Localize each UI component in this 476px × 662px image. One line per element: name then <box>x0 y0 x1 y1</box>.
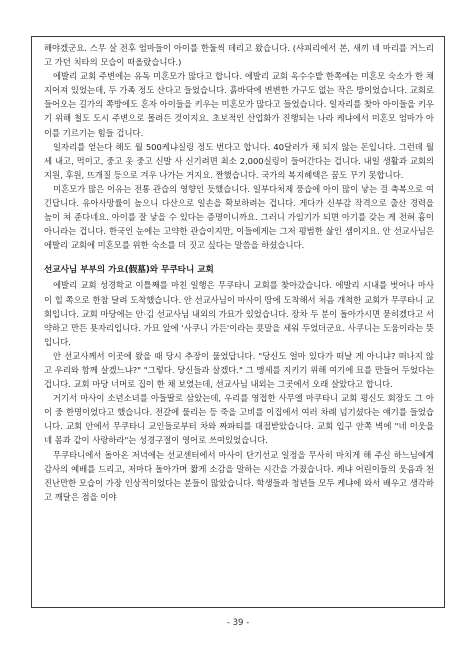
paragraph: 안 선교사께서 이곳에 왔을 때 당시 추장이 물었답니다. "당신도 얼마 있다가 떠날 게 아니냐? 떠나지 않고 우리와 함께 살겠느냐?" "그렇다. 당신들과 살겠다." 그 맹세를 지키기 위해 여기에 묘를 만들어 두었다는 겁니다. 교회 마당 너머로 집이 한 채 보였는데, 선교사님 내외는 그곳에서 오래 살았다고 합니다. <box>44 350 434 390</box>
paragraph: 해야겠군요. 스무 살 전후 엄마들이 아이를 한둘씩 데리고 왔습니다. (샤피리에서 본, 새끼 네 마리를 거느리고 가던 치타의 모습이 떠올랐습니다.) <box>44 43 434 68</box>
section-ebali-church <box>44 41 434 252</box>
paragraph: 미혼모가 많은 이유는 전통 관습의 영향인 듯했습니다. 일부다처제 풍습에 아이 많이 낳는 걸 축복으로 여긴답니다. 유아사망률이 높으니 다산으로 일손을 확보하려는 겁니다. 게다가 신부감 작격으로 출산 경력을 높이 쳐 준다네요. 아이를 잘 낳을 수 있다는 증명이니까요. 그러니 가임기가 되면 아기를 갖는 게 전혀 흉이 아니라는 겁니다. 한국인 눈에는 고약한 관습이지만, 이들에게는 그저 평범한 삶인 셈이지요. 안 선교사님은 에발리 교회에 미혼모를 위한 숙소를 더 짓고 싶다는 말씀을 하셨습니다. <box>44 183 434 251</box>
paragraph: 에발리 교회 주변에는 유독 미혼모가 많다고 합니다. 에발리 교회 옥수수밭 한쪽에는 미혼모 숙소가 한 채 지어져 있었는데, 두 가족 정도 산다고 들었습니다. 흙바닥에 변변한 가구도 없는 작은 방이었습니다. 교회로 들어오는 길가의 쪽방에도 혼자 아이들을 키우는 미혼모가 많다고 들었습니다. 일자리를 찾아 아이들을 키우기 위해 철도 도시 주변으로 몰려든 것이지요. 초보적인 산업화가 진행되는 나라 케냐에서 미혼모 엄마가 아이를 기르기는 힘들 겁니다. <box>44 71 434 138</box>
paragraph: 일자리를 얻는다 해도 월 500케냐실링 정도 번다고 합니다. 40달러가 채 되지 않는 돈입니다. 그런데 월세 내고, 먹이고, 중고 옷 중고 신발 사 신기려면 최소 2,000실링이 들어간다는 겁니다. 내일 생활과 교회의 지원, 후원, 뜨개질 등으로 겨우 나가는 거지요. 짠했습니다. 국가의 복지혜택은 꿈도 꾸기 못합니다. <box>44 141 434 180</box>
paragraph: 거기서 마사이 소년소녀를 아들딸로 삼았는데, 우리를 영접한 사무엘 마쿠타니 교회 평신도 회장도 그 아이 중 한명이었다고 했습니다. 전갈에 물리는 등 죽을 고비를 이집에서 여러 차례 넘기셨다는 얘기를 들었습니다. 교회 안에서 무쿠타니 교인들로부터 차와 짜파티를 대접받았습니다. 교회 입구 안쪽 벽에 "네 이웃을 네 몸과 같이 사랑하라"는 성경구절이 영어로 쓰여있었습니다. <box>44 393 434 446</box>
section-mukutani-church <box>44 263 434 504</box>
paragraph: 에발리 교회 성경학교 이틀째를 마친 일행은 무쿠타니 교회를 찾아갔습니다. 에발리 시내를 벗어나 마사이 힐 쪽으로 한참 달려 도착했습니다. 안 선교사님이 마사이 땅에 도착해서 처음 개척한 교회가 무쿠타니 교회입니다. 교회 마당에는 안·김 선교사님 내외의 가묘가 있었습니다. 장차 두 분이 돌아가시면 묻히겠다고 서약하고 만든 묫자리입니다. 가묘 앞에 '사쿠니 가든'이라는 푯말을 세워 두었더군요. 사쿠니는 도움이라는 뜻입니다. <box>44 280 434 347</box>
section-heading: 선교사님 부부의 가요(假墓)와 무쿠타니 교회 <box>44 265 214 276</box>
document-body <box>44 41 434 504</box>
paragraph: 무쿠타니에서 돌아온 저녁에는 선교센터에서 마사이 단기선교 일정을 무사히 마치게 해 주신 하느님에게 감사의 예배를 드리고, 저마다 돌아가며 짧게 소감을 말하는 시간을 가졌습니다. 케냐 어린이들의 웃음과 천진난만한 모습이 가장 인상적이었다는 분들이 많았습니다. 학생들과 청년들 모두 케냐에 와서 배우고 생각하고 깨달은 점을 이야 <box>44 449 434 502</box>
page-number: - 39 - <box>226 618 250 628</box>
